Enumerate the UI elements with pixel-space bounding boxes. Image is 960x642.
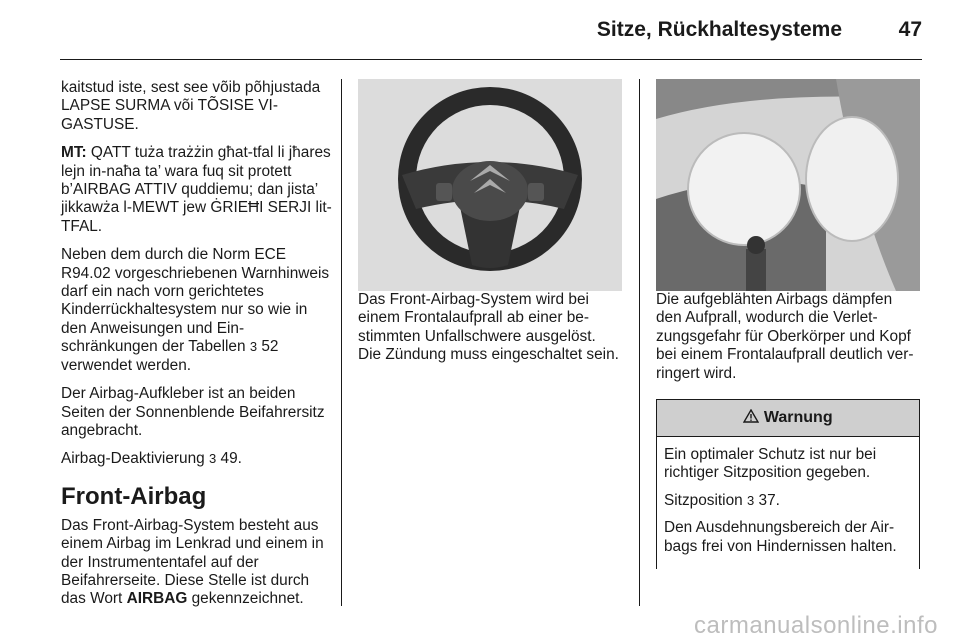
left-column [61, 79, 333, 619]
page-reference-link[interactable]: 49. [216, 450, 242, 468]
paragraph-norm: Neben dem durch die Norm ECE R94.02 vorgeschriebenen Warnhinweis darf ein nach vorn gerichtetes Kinderrückhaltesystem nur so wie in den Anweisungen und Einschränkungen der Tabellen 3 52 verwendet werden. [61, 246, 330, 374]
reference-arrow-icon: 3 [249, 339, 258, 355]
figure-caption: Die aufgeblähten Airbags dämpfen den Aufprall, wodurch die Verletzungsgefahr für Oberkörper und Kopf bei einem Frontalaufprall deutlich verringert wird. [656, 291, 914, 382]
warning-header [657, 400, 919, 437]
section-heading: Front-Airbag [61, 482, 207, 510]
inflated-airbags-image [656, 79, 920, 291]
reference-arrow-icon: 3 [209, 451, 217, 467]
header-rule [60, 59, 922, 60]
figure-caption: Das Front-Airbag-System wird bei einem Frontalaufprall ab einer bestimmten Unfallschwere ausgelöst. Die Zündung muss eingeschaltet sein. [358, 291, 619, 364]
paragraph-sticker: Der Airbag-Aufkleber ist an beiden Seiten der Sonnenblende Beifahrersitz angebracht. [61, 385, 325, 439]
right-column [656, 79, 920, 569]
warning-triangle-icon [743, 409, 759, 423]
steering-wheel-image [358, 79, 622, 291]
middle-column [358, 79, 622, 375]
warning-text-maltese: MT: QATT tuża trażżin għat-tfal li jħares lejn in-naħa ta’ wara fuq sit protett b’AIRBAG ATTIV quddiemu; dan jista’ jikkawża l-MEWT jew ĠRIEĦI SERJI lit-TFAL. [61, 144, 332, 235]
watermark: carmanualsonline.info [694, 612, 938, 639]
column-divider-right [639, 79, 640, 606]
paragraph-deactivation: Airbag-Deaktivierung 3 49. [61, 450, 242, 468]
language-label: MT: [61, 144, 87, 162]
page-number: 47 [898, 18, 922, 41]
paragraph-front-airbag: Das Front-Airbag-System besteht aus einem Airbag im Lenkrad und einem in der Instrumententafel auf der Beifahrerseite. Diese Stelle ist durch das Wort AIRBAG gekennzeichnet. [61, 516, 324, 608]
column-divider-left [341, 79, 342, 606]
reference-arrow-icon: 3 [747, 492, 755, 508]
warning-body: Ein optimaler Schutz ist nur bei richtiger Sitzposition gegeben. Sitzposition 3 37. Den Ausdehnungsbereich der Airbags frei von Hindernissen halten. [664, 446, 897, 555]
page-header-title: Sitze, Rückhaltesysteme [596, 18, 842, 41]
warning-text-estonian: kaitstud iste, sest see võib põhjustada LAPSE SURMA või TÕSISE VIGASTUSE. [61, 79, 321, 133]
page-reference-link[interactable]: 52 [257, 338, 279, 356]
warning-box [656, 399, 920, 569]
warning-title: Warnung [763, 409, 833, 427]
page-reference-link[interactable]: 37. [754, 491, 780, 509]
